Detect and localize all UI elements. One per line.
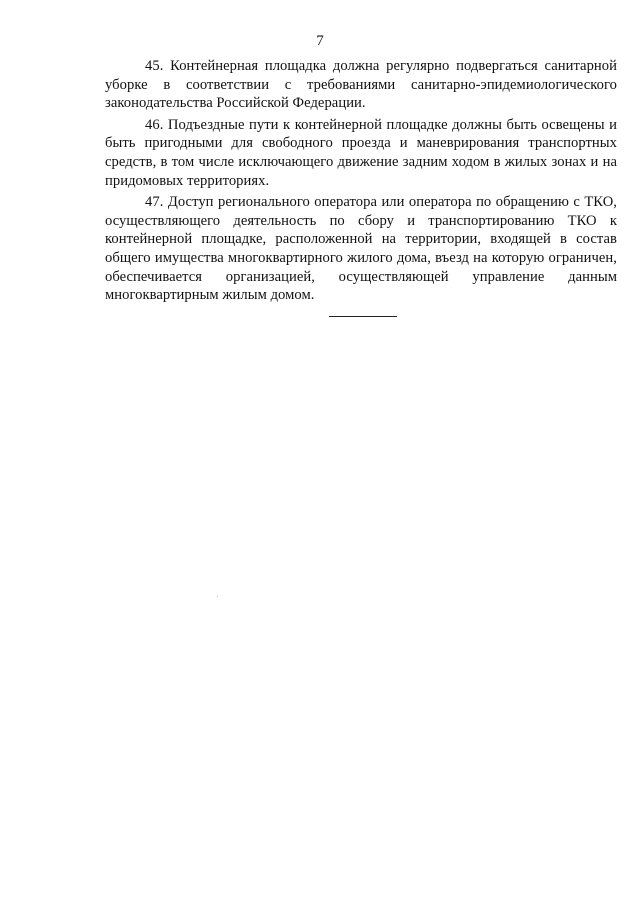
scan-speck <box>217 596 218 597</box>
document-body <box>105 57 617 308</box>
paragraph-46: 46. Подъездные пути к контейнерной площадке должны быть освещены и быть пригодными для свободного проезда и маневрирования транспортных средств, в том числе исключающего движение задним ходом в жилых зонах и на придомовых территориях. <box>105 116 617 189</box>
paragraph-47: 47. Доступ регионального оператора или оператора по обращению с ТКО, осуществляющего деятельность по сбору и транспортированию ТКО к контейнерной площадке, расположенной на территории, входящей в состав общего имущества многоквартирного жилого дома, въезд на которую ограничен, обеспечивается организацией, осуществляющей управление данным многоквартирным жилым домом. <box>105 194 617 304</box>
end-separator-line <box>329 316 397 317</box>
paragraph-45: 45. Контейнерная площадка должна регулярно подвергаться санитарной уборке в соответствии с требованиями санитарно-эпидемиологического законодательства Российской Федерации. <box>105 58 617 112</box>
page-number: 7 <box>316 33 324 49</box>
